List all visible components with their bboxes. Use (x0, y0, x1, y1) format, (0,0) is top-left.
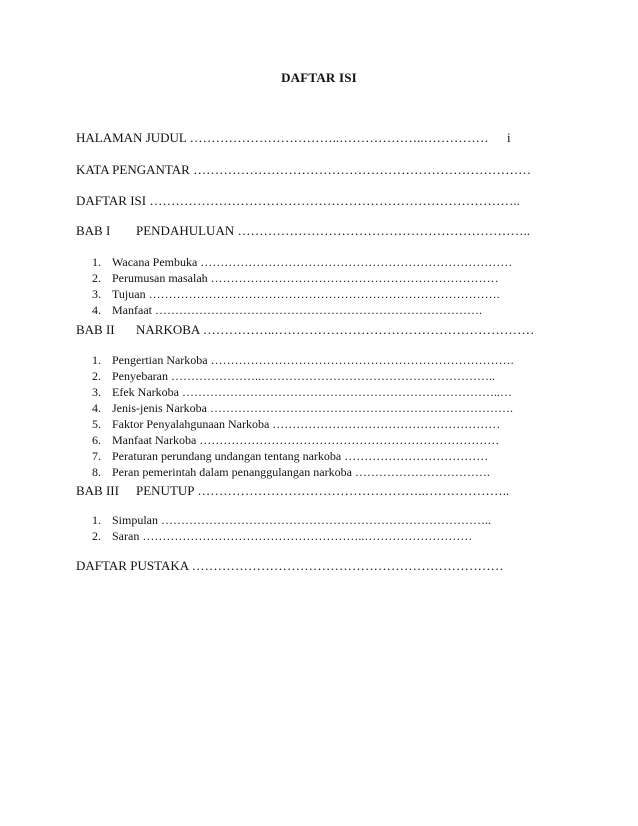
subentry-number: 1. (92, 353, 101, 367)
subentry-number: 7. (92, 449, 101, 463)
subentry-number: 6. (92, 433, 101, 447)
subentry-label: Pengertian Narkoba (112, 353, 208, 367)
toc-entry-dots: ………………………………………………… (272, 417, 501, 431)
toc-entry-dots: …………………………………………………………………… (193, 162, 532, 177)
toc-chapter-bab-1 (76, 223, 536, 239)
toc-entry-dots: ……………………………………………………………… (210, 271, 499, 285)
toc-entry-dots: ……………………………………………………………… (191, 558, 504, 573)
subentry-number: 3. (92, 287, 101, 301)
subentry-number: 1. (92, 255, 101, 269)
subentry-label: Tujuan (112, 287, 146, 301)
subentry-label: Faktor Penyalahgunaan Narkoba (112, 417, 270, 431)
chapter-title: PENUTUP (136, 483, 195, 498)
toc-entry-dots: ……………………………. (354, 465, 490, 479)
subentry-number: 4. (92, 401, 101, 415)
chapter-label: BAB III (76, 483, 119, 498)
subentry-number: 8. (92, 465, 101, 479)
subentry-label: Saran (112, 529, 140, 543)
toc-entry-kata-pengantar (76, 162, 531, 178)
toc-entry-dots: ………………………………………………………….. (237, 223, 530, 238)
toc-entry-dots: ……………………………………………………………………..… (181, 385, 512, 399)
toc-entry-page-number: i (507, 130, 511, 145)
toc-entry-label: HALAMAN JUDUL (76, 130, 187, 145)
toc-entry-label: KATA PENGANTAR (76, 162, 190, 177)
page-title: DAFTAR ISI (281, 70, 357, 85)
subentry-number: 5. (92, 417, 101, 431)
toc-entry-dots: …………………..………………………………………………….. (170, 369, 495, 383)
toc-entry-dots: …………………………………………………………………. (209, 401, 513, 415)
toc-entry-dots: ……………………………..………………..…………… (189, 130, 489, 145)
subentry-label: Manfaat (112, 303, 152, 317)
subentry-label: Penyebaran (112, 369, 168, 383)
toc-chapter-bab-2 (76, 322, 536, 338)
chapter-label: BAB II (76, 322, 115, 337)
subentry-number: 1. (92, 513, 101, 527)
chapter-title: PENDAHULUAN (136, 223, 235, 238)
subentry-number: 4. (92, 303, 101, 317)
toc-entry-daftar-pustaka (76, 558, 504, 574)
subentry-label: Peraturan perundang undangan tentang narkoba (112, 449, 342, 463)
toc-entry-label: DAFTAR ISI (76, 193, 147, 208)
toc-entry-dots: ……………………………… (344, 449, 489, 463)
toc-entry-dots: ……………..…………………………………………………… (202, 322, 535, 337)
subentry-number: 2. (92, 529, 101, 543)
toc-chapter-bab-3 (76, 483, 536, 499)
toc-entry-halaman-judul (76, 130, 489, 146)
toc-entry-dots: ………………………………………………………………… (199, 433, 500, 447)
toc-entry-dots: ……………………………………………..……………….. (197, 483, 510, 498)
chapter-title: NARKOBA (136, 322, 200, 337)
toc-entry-dots: ……………………………………………………………………………. (148, 287, 500, 301)
subentry-label: Peran pemerintah dalam penanggulangan narkoba (112, 465, 352, 479)
toc-entry-dots: …………………………………………………………………. (210, 353, 514, 367)
toc-entry-daftar-isi (76, 193, 520, 209)
subentry-label: Wacana Pembuka (112, 255, 198, 269)
subentry-number: 2. (92, 271, 101, 285)
subentry-number: 2. (92, 369, 101, 383)
toc-entry-dots: …………………………………………………………………… (200, 255, 513, 269)
subentry-label: Perumusan masalah (112, 271, 208, 285)
subentry-label: Jenis-jenis Narkoba (112, 401, 207, 415)
toc-entry-dots: ………………………………………………………………………….. (149, 193, 520, 208)
subentry-label: Simpulan (112, 513, 159, 527)
toc-entry-dots: ………………………………………………..……………………… (142, 529, 473, 543)
toc-entry-dots: ………………………………………………………………………. (154, 303, 482, 317)
toc-entry-label: DAFTAR PUSTAKA (76, 558, 189, 573)
subentry-label: Manfaat Narkoba (112, 433, 197, 447)
subentry-number: 3. (92, 385, 101, 399)
subentry-label: Efek Narkoba (112, 385, 179, 399)
chapter-label: BAB I (76, 223, 111, 238)
toc-entry-dots: ……………………………………………………………………….. (161, 513, 492, 527)
